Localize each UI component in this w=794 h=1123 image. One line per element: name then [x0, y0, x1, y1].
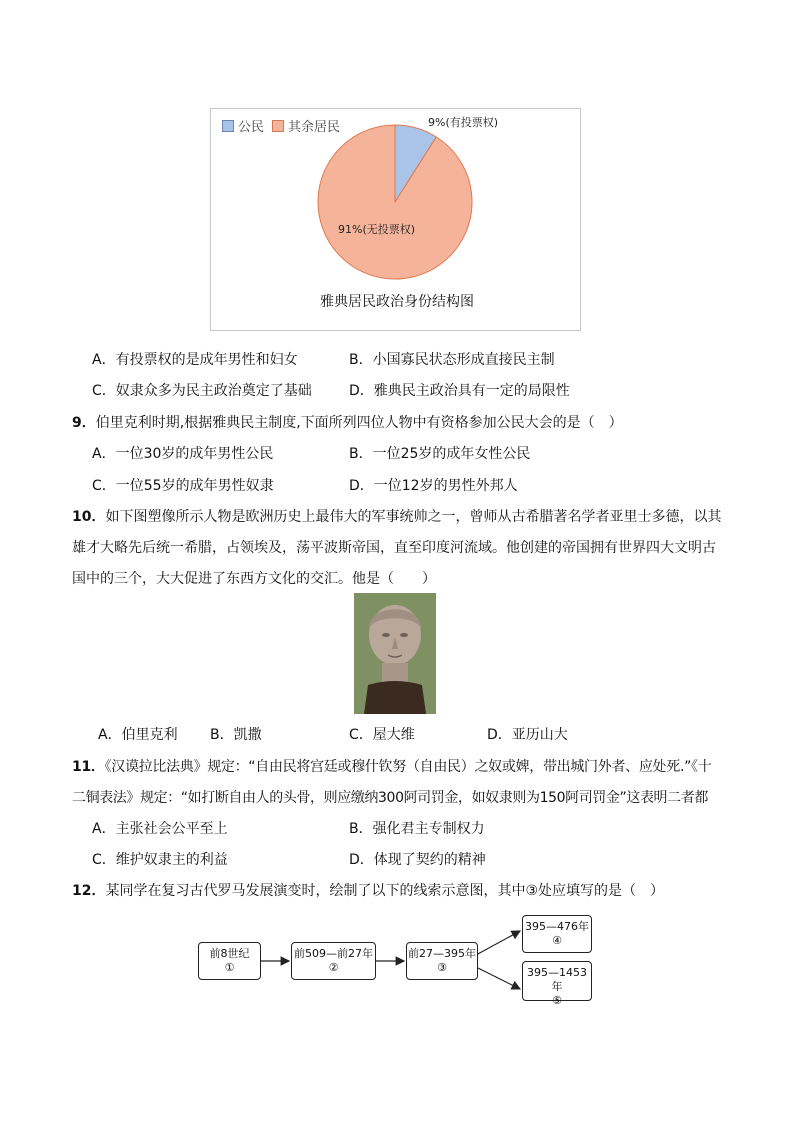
arrow-3-4 — [476, 931, 520, 955]
alexander-bust-image — [354, 593, 436, 714]
legend-label-citizen: 公民 — [238, 120, 265, 135]
q10-text-1: 如下图塑像所示人物是欧洲历史上最伟大的军事统帅之一，曾师从古希腊著名学者亚里士多德，以其 — [105, 509, 722, 525]
timeline-box-4-marker: ④ — [552, 934, 562, 947]
q9-option-c: C．一位55岁的成年男性奴隶 — [92, 478, 274, 494]
q8-option-b: B．小国寡民状态形成直接民主制 — [349, 352, 555, 368]
q8-option-a: A．有投票权的是成年男性和妇女 — [92, 352, 298, 368]
pie-label-others: 91%(无投票权) — [338, 223, 416, 236]
timeline-box-5 — [522, 961, 592, 1007]
q11-option-b: B．强化君主专制权力 — [349, 821, 485, 837]
pie-label-citizen: 9%(有投票权) — [428, 116, 499, 129]
q11-text-1: 《汉谟拉比法典》规定：“自由民将宫廷或穆什钦努（自由民）之奴或婢，带出城门外者、应处死.”《十 — [104, 759, 712, 775]
q8-option-d: D．雅典民主政治具有一定的局限性 — [349, 383, 570, 399]
q9-option-a: A．一位30岁的成年男性公民 — [92, 446, 274, 462]
timeline-box-2-marker: ② — [328, 961, 339, 974]
q9-text: 伯里克利时期,根据雅典民主制度,下面所列四位人物中有资格参加公民大会的是（ ） — [95, 415, 623, 431]
timeline-box-1 — [198, 942, 261, 980]
timeline-box-4 — [522, 915, 592, 953]
timeline-box-5-marker: ⑤ — [552, 994, 562, 1007]
pie-caption: 雅典居民政治身份结构图 — [320, 294, 474, 310]
q11-option-a: A．主张社会公平至上 — [92, 821, 228, 837]
timeline-box-2 — [291, 942, 376, 980]
timeline-box-3-period: 前27—395年 — [408, 947, 476, 960]
timeline-box-5-period: 395—1453年 — [527, 966, 587, 993]
q10-option-a: A．伯里克利 — [98, 727, 178, 743]
q11-option-c: C．维护奴隶主的利益 — [92, 852, 228, 868]
q11-stem-line-1 — [72, 757, 711, 777]
q10-option-d: D．亚历山大 — [487, 727, 568, 743]
timeline-box-2-period: 前509—前27年 — [294, 947, 373, 960]
q9-option-b: B．一位25岁的成年女性公民 — [349, 446, 531, 462]
q10-stem-line-3: 国中的三个，大大促进了东西方文化的交汇。他是（ ） — [72, 571, 436, 587]
timeline-box-1-marker: ① — [224, 961, 235, 974]
q10-option-b: B．凯撒 — [210, 727, 262, 743]
timeline-box-3-marker: ③ — [437, 961, 447, 974]
pie-chart — [0, 0, 794, 340]
q9-option-d: D．一位12岁的男性外邦人 — [349, 478, 518, 494]
q8-option-c: C．奴隶众多为民主政治奠定了基础 — [92, 383, 312, 399]
q12-text: 某同学在复习古代罗马发展演变时，绘制了以下的线索示意图，其中③处应填写的是（ ） — [105, 883, 665, 899]
q11-option-d: D．体现了契约的精神 — [349, 852, 486, 868]
rome-timeline-arrows — [0, 900, 794, 1010]
q9-number: 9． — [72, 415, 96, 431]
q12-stem — [72, 881, 664, 901]
q12-number: 12． — [72, 883, 106, 899]
q10-stem-line-2: 雄才大略先后统一希腊，占领埃及，荡平波斯帝国，直至印度河流域。他创建的帝国拥有世界四大文明古 — [72, 540, 716, 556]
q10-option-c: C．屋大维 — [349, 727, 415, 743]
timeline-box-1-period: 前8世纪 — [209, 947, 250, 960]
q10-number: 10． — [72, 509, 106, 525]
q11-stem-line-2: 二铜表法》规定：“如打断自由人的头骨，则应缴纳300阿司罚金，如奴隶则为150阿司罚金”这表明二者都 — [72, 790, 708, 806]
legend-label-others: 其余居民 — [288, 120, 341, 135]
timeline-box-4-period: 395—476年 — [525, 920, 589, 933]
q10-stem-line-1 — [72, 507, 721, 527]
q11-number: 11． — [72, 759, 105, 775]
arrow-3-5 — [476, 967, 520, 989]
pie-slice-others — [318, 125, 472, 279]
timeline-box-3 — [406, 942, 478, 980]
q9-stem — [72, 413, 623, 433]
